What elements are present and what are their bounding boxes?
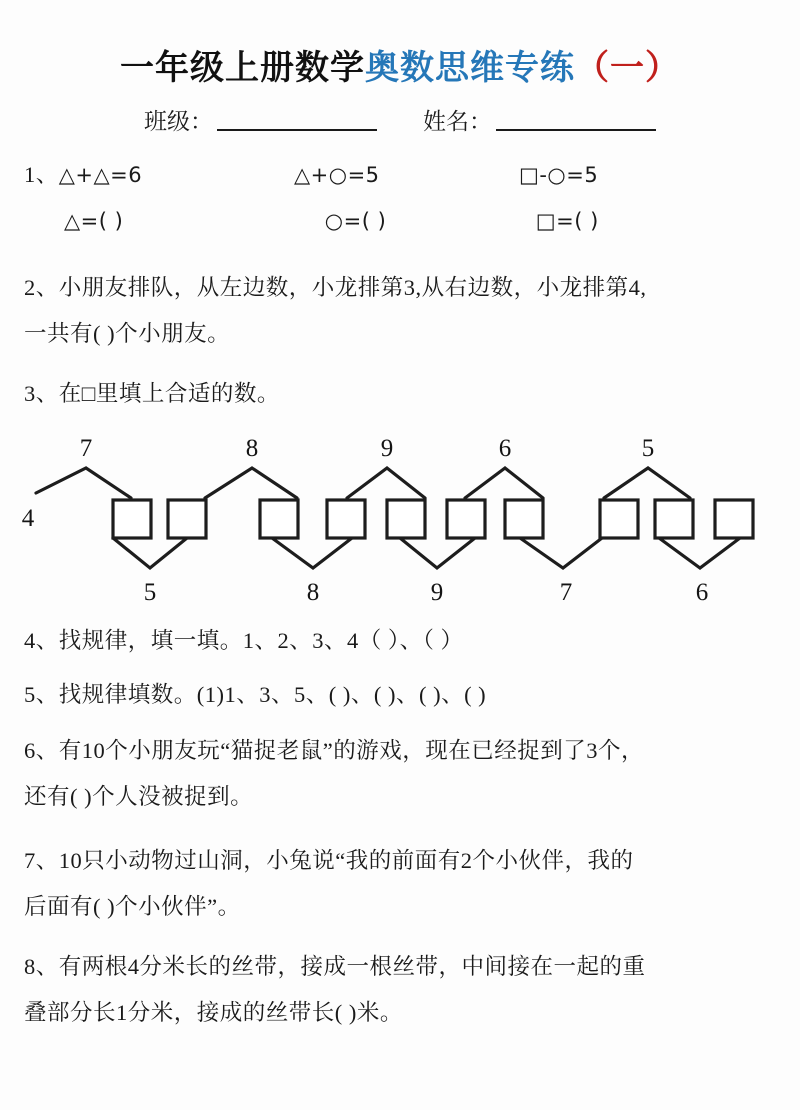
question-7-line-1: 7、10只小动物过山洞，小兔说“我的前面有2个小伙伴，我的 bbox=[24, 848, 634, 873]
question-7 bbox=[24, 838, 780, 930]
number-chain-diagram bbox=[0, 428, 800, 613]
question-3 bbox=[24, 371, 780, 417]
question-5 bbox=[24, 672, 780, 718]
page-title bbox=[0, 40, 800, 89]
question-1-answer-2[interactable]: ○=( ) bbox=[324, 209, 387, 233]
chain-box-1 bbox=[113, 500, 151, 538]
peak-line-3 bbox=[347, 468, 425, 498]
chain-bottom-number-3: 9 bbox=[430, 579, 444, 606]
name-field bbox=[423, 103, 656, 136]
question-1-equation-2: △+○=5 bbox=[294, 163, 380, 187]
question-2-line-2[interactable]: 一共有( )个小朋友。 bbox=[24, 321, 231, 346]
chain-box-4 bbox=[327, 500, 365, 538]
chain-box-7 bbox=[505, 500, 543, 538]
question-1-answer-3[interactable]: □=( ) bbox=[535, 209, 599, 233]
chain-bottom-number-5: 6 bbox=[695, 579, 709, 606]
question-2 bbox=[24, 265, 780, 357]
question-1-answers-row bbox=[24, 198, 664, 244]
peak-line-2 bbox=[205, 468, 297, 498]
question-8-line-1: 8、有两根4分米长的丝带，接成一根丝带，中间接在一起的重 bbox=[24, 954, 646, 979]
valley-line-1 bbox=[113, 538, 187, 568]
chain-box-8 bbox=[600, 500, 638, 538]
question-5-line-1[interactable]: 5、找规律填数。(1)1、3、5、( )、( )、( )、( ) bbox=[24, 682, 487, 707]
class-field bbox=[144, 103, 377, 136]
chain-boxes bbox=[113, 500, 753, 538]
chain-bottom-number-2: 8 bbox=[306, 579, 320, 606]
question-4-line-1[interactable]: 4、找规律，填一填。1、2、3、4（ ）、（ ） bbox=[24, 628, 464, 653]
question-6-line-2[interactable]: 还有( )个人没被捉到。 bbox=[24, 784, 254, 809]
name-label: 姓名： bbox=[423, 109, 492, 134]
chain-top-number-4: 6 bbox=[498, 435, 512, 462]
valley-line-5 bbox=[659, 538, 740, 568]
chain-top-number-5: 5 bbox=[641, 435, 655, 462]
class-blank-line[interactable] bbox=[217, 129, 377, 131]
question-1-equation-1: △+△=6 bbox=[58, 163, 143, 187]
title-segment-subject: 奥数思维专练 bbox=[365, 48, 575, 88]
question-6 bbox=[24, 728, 780, 820]
title-segment-grade: 一年级上册数学 bbox=[120, 48, 365, 88]
question-8 bbox=[24, 944, 780, 1036]
class-label: 班级： bbox=[144, 109, 213, 134]
peak-line-4 bbox=[465, 468, 543, 498]
question-1 bbox=[24, 152, 780, 244]
valley-line-4 bbox=[520, 538, 602, 568]
chain-top-number-3: 9 bbox=[380, 435, 394, 462]
chain-bottom-number-1: 5 bbox=[143, 579, 157, 606]
question-1-equations-row bbox=[24, 152, 664, 198]
question-1-equation-3: □-○=5 bbox=[519, 163, 599, 187]
question-1-answer-1[interactable]: △=( ) bbox=[64, 209, 124, 233]
question-1-number: 1、 bbox=[24, 162, 59, 187]
student-info-row bbox=[0, 103, 800, 136]
chain-box-10 bbox=[715, 500, 753, 538]
chain-top-number-1: 7 bbox=[79, 435, 93, 462]
question-4 bbox=[24, 618, 780, 664]
question-8-line-2[interactable]: 叠部分长1分米，接成的丝带长( )米。 bbox=[24, 1000, 403, 1025]
chain-box-6 bbox=[447, 500, 485, 538]
peak-line-1 bbox=[36, 468, 131, 498]
title-segment-number: （一） bbox=[575, 48, 680, 88]
question-7-line-2[interactable]: 后面有( )个小伙伴”。 bbox=[24, 894, 241, 919]
question-6-line-1: 6、有10个小朋友玩“猫捉老鼠”的游戏，现在已经捉到了3个， bbox=[24, 738, 644, 763]
chain-box-3 bbox=[260, 500, 298, 538]
chain-box-9 bbox=[655, 500, 693, 538]
chain-start-number: 4 bbox=[21, 505, 35, 532]
question-2-line-1: 2、小朋友排队，从左边数，小龙排第3,从右边数，小龙排第4, bbox=[24, 275, 647, 300]
name-blank-line[interactable] bbox=[496, 129, 656, 131]
peak-line-5 bbox=[604, 468, 690, 498]
chain-box-2 bbox=[168, 500, 206, 538]
chain-top-number-2: 8 bbox=[245, 435, 259, 462]
valley-line-2 bbox=[272, 538, 352, 568]
chain-box-5 bbox=[387, 500, 425, 538]
question-3-line-1: 3、在□里填上合适的数。 bbox=[24, 381, 280, 406]
valley-line-3 bbox=[400, 538, 475, 568]
chain-bottom-number-4: 7 bbox=[559, 579, 573, 606]
